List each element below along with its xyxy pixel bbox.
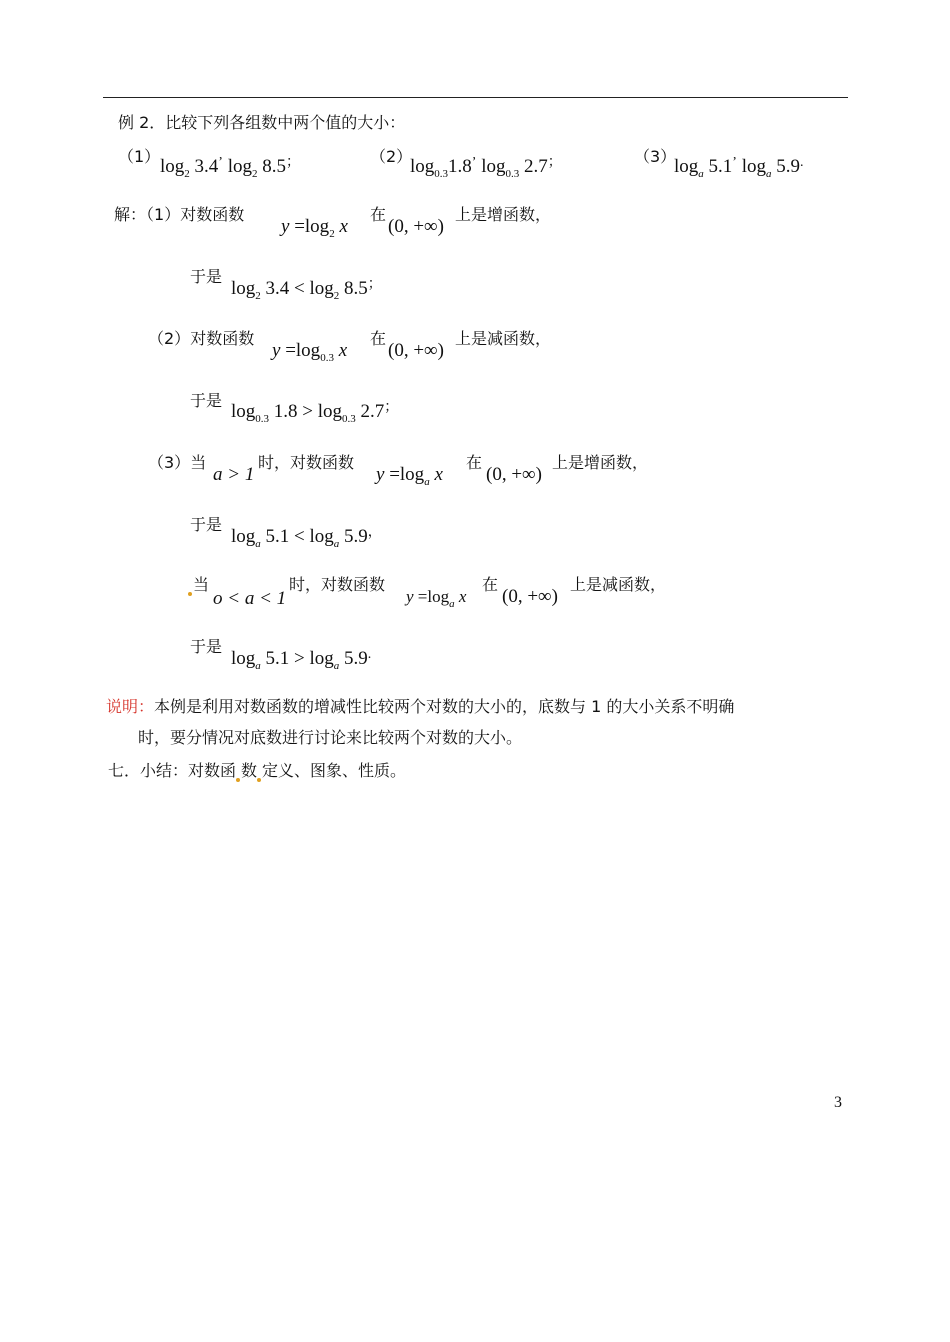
part1-c-left: 3.4 — [265, 278, 290, 299]
problem-3-b-base: a — [765, 168, 772, 180]
part2-c-end: ； — [384, 400, 399, 415]
part1-conclusion: $\log_2 3.4 < \log_2 8.5^;$ — [231, 277, 382, 302]
part3a-cond: a > 1 — [213, 464, 255, 485]
part1-c-base2: 2 — [333, 290, 340, 302]
note-line-2: 时，要分情况对底数进行讨论来比较两个对数的大小。 — [138, 728, 523, 747]
part3a-c-op: < — [294, 526, 305, 547]
summary-text-c: 定义、图象、性质。 — [262, 761, 407, 780]
part2-c-op: > — [302, 401, 313, 422]
problem-1-b-arg: 8.5 — [262, 156, 286, 177]
part3b-c-base: a — [255, 660, 261, 672]
part1-in: 在 — [370, 205, 387, 224]
part3a-condition — [213, 464, 254, 486]
note-line-1 — [106, 696, 734, 718]
part2-num: （2） — [148, 329, 191, 348]
problem-1-num: （1） — [118, 147, 161, 166]
part1-text1: 对数函数 — [180, 205, 245, 224]
part2-function: $y =\log_{0.3}$ x — [272, 340, 348, 364]
part3b-cond: o < a < 1 — [213, 588, 287, 609]
part3b-interval: (0, +∞) — [502, 586, 558, 607]
part2-c-base: 0.3 — [255, 413, 270, 425]
part3a-c-right: 5.9 — [344, 526, 368, 547]
part3a-interval: (0, +∞) — [486, 464, 542, 485]
part3b-when-wrap — [188, 574, 209, 596]
part1-interval: (0, +∞) — [388, 216, 444, 237]
problem-row — [118, 146, 160, 168]
part3b-c-end: . — [367, 647, 372, 662]
part3b-text1: 时，对数函数 — [289, 575, 386, 594]
part2-in: 在 — [370, 329, 387, 348]
part3b-function: $y =\log_a$ x — [406, 587, 467, 610]
problem-1-sep: ； — [285, 155, 300, 170]
part3a-when: 当 — [190, 453, 207, 472]
problem-3-b-arg: 5.9 — [776, 156, 800, 177]
note-label: 说明： — [106, 697, 155, 716]
part2-text1: 对数函数 — [190, 329, 255, 348]
part3b-condition — [213, 588, 286, 610]
part3b-c-left: 5.1 — [265, 648, 290, 669]
part3b-when: 当 — [193, 575, 210, 594]
part3a-function: $y =\log_a$ x — [376, 464, 443, 488]
problem-2-num: （2） — [370, 147, 413, 166]
part1-num: （1） — [146, 205, 181, 224]
part3a-text1: 时，对数函数 — [258, 453, 355, 472]
part3a-c-end: ， — [367, 525, 382, 540]
part3a-conclusion: $\log_a 5.1 < \log_a 5.9^,$ — [231, 525, 382, 550]
part2-func-base: 0.3 — [320, 352, 334, 364]
solution-part2-text — [148, 328, 254, 350]
part3b-conclusion-prefix: 于是 — [190, 637, 223, 656]
page-number: 3 — [834, 1094, 842, 1111]
part3b-in: 在 — [482, 575, 499, 594]
note-text-1: 本例是利用对数函数的增减性比较两个对数的大小的，底数与 1 的大小关系不明确 — [154, 697, 735, 716]
problem-3-a-arg: 5.1 — [708, 156, 733, 177]
summary-text-a: 七．小结：对数函 — [108, 761, 237, 780]
part1-func-base: 2 — [329, 228, 335, 240]
part3b-conclusion: $\log_a 5.1 > \log_a 5.9^.$ — [231, 647, 372, 672]
problem-2-sep: ； — [547, 155, 562, 170]
part3a-func-base: a — [424, 476, 430, 488]
part1-increasing: 上是增函数， — [455, 205, 552, 224]
part2-decreasing: 上是减函数， — [455, 329, 552, 348]
problem-2-b-arg: 2.7 — [523, 156, 548, 177]
part1-c-right: 8.5 — [344, 278, 368, 299]
solution-part3a-text — [148, 452, 206, 474]
problem-2-a-base: 0.3 — [434, 168, 449, 180]
part3a-conclusion-prefix: 于是 — [190, 515, 223, 534]
part1-c-base: 2 — [255, 290, 261, 302]
part3a-num: （3） — [148, 453, 191, 472]
part3a-in: 在 — [466, 453, 483, 472]
part2-conclusion-prefix: 于是 — [190, 391, 223, 410]
part1-conclusion-prefix: 于是 — [190, 267, 223, 286]
header-rule — [103, 97, 848, 98]
part3a-increasing: 上是增函数， — [552, 453, 649, 472]
problem-3-sep: . — [799, 155, 804, 170]
part2-c-left: 1.8 — [273, 401, 298, 422]
problem-1-expr: $\log_2 3.4^’$ $\log_2 8.5^;$ — [160, 155, 300, 180]
edit-marker-icon-2 — [236, 778, 240, 782]
part3a-c-left: 5.1 — [265, 526, 290, 547]
part2-conclusion: $\log_{0.3} 1.8 > \log_{0.3} 2.7^;$ — [231, 400, 399, 425]
problem-3-expr: $\log_a 5.1^’$ $\log_a 5.9^.$ — [674, 155, 804, 180]
part3a-c-base2: a — [333, 538, 340, 550]
solution-label: 解： — [114, 205, 147, 224]
part3a-c-base: a — [255, 538, 261, 550]
part1-c-end: ； — [367, 277, 382, 292]
part2-c-right: 2.7 — [360, 401, 385, 422]
problem-1-a-arg: 3.4 — [194, 156, 219, 177]
problem-2-expr: $\log_{0.3}1.8^’$ $\log_{0.3} 2.7^;$ — [410, 155, 562, 180]
part1-function: $y =\log_2$ x — [281, 216, 348, 240]
part3b-c-right: 5.9 — [344, 648, 368, 669]
problem-2-b-base: 0.3 — [505, 168, 520, 180]
summary-line — [108, 760, 406, 782]
part2-c-base2: 0.3 — [342, 413, 356, 425]
part1-c-op: < — [294, 278, 305, 299]
example-heading: 例 2．比较下列各组数中两个值的大小： — [118, 113, 406, 132]
edit-marker-icon-3 — [257, 778, 261, 782]
part3b-func-base: a — [449, 598, 455, 610]
problem-1-b-base: 2 — [251, 168, 258, 180]
problem-3-num: （3） — [634, 147, 677, 166]
part2-interval: (0, +∞) — [388, 340, 444, 361]
problem-3-a-base: a — [698, 168, 704, 180]
solution-part1-text — [114, 204, 244, 226]
part3b-c-op: > — [294, 648, 305, 669]
part3b-c-base2: a — [333, 660, 340, 672]
part3b-decreasing: 上是减函数， — [570, 575, 667, 594]
edit-marker-icon — [188, 592, 192, 596]
problem-1-a-base: 2 — [184, 168, 190, 180]
summary-text-b: 数 — [241, 761, 258, 780]
